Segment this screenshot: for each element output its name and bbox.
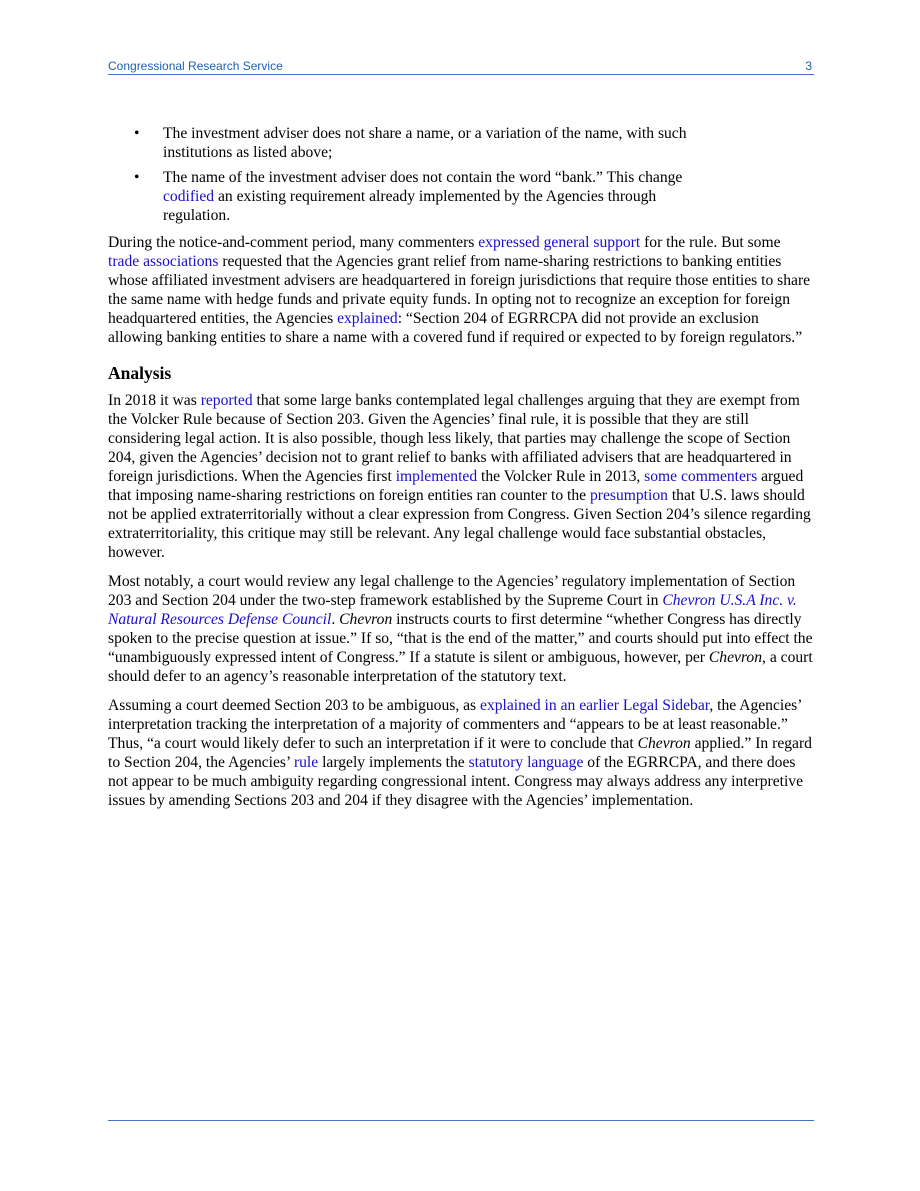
list-item	[108, 168, 814, 225]
header-org-name: Congressional Research Service	[108, 59, 283, 73]
text: During the notice-and-comment period, many commenters	[108, 234, 479, 251]
text: , the Agencies’ interpretation tracking the interpretation of a majority of commenters and “appears to be at least reasonable.” Thus, “a court would likely defer to such an interpretation if it were to conclude that	[108, 697, 802, 752]
page-header	[108, 58, 814, 75]
text: that U.S. laws should not be applied extraterritorially without a clear expression from Congress. Given Section 204’s silence regarding extraterritoriality, this critique may still be relevant. Any legal challenge would face substantial obstacles, however.	[108, 487, 811, 561]
link-trade-associations[interactable]: trade associations	[108, 253, 219, 270]
link-expressed-general-support[interactable]: expressed general support	[478, 234, 641, 251]
bullet-icon: •	[134, 125, 140, 142]
bullet-icon: •	[134, 169, 140, 186]
bullet-list	[108, 124, 814, 225]
text: requested that the Agencies grant relief from name-sharing restrictions to banking entities whose affiliated investment advisers are headquartered in foreign jurisdictions that require those entities to share the same name with hedge funds and private equity funds. In opting not to recognize an exception for foreign headquartered entities, the Agencies	[108, 253, 811, 327]
page-number: 3	[805, 59, 812, 73]
text: : “Section 204 of EGRRCPA did not provide an exclusion allowing banking entities to share a name with a covered fund if required or expected to by foreign regulators.”	[108, 310, 803, 346]
text: Chevron	[637, 735, 691, 752]
paragraph-section-203-204	[108, 696, 814, 810]
text: instructs courts to first determine “whether Congress has directly spoken to the precise question at issue.” If so, “that is the end of the matter,” and courts should put into effect the “unambiguously expressed intent of Congress.” If a statute is silent or ambiguous, however, per	[108, 611, 813, 666]
text: Chevron	[708, 649, 763, 666]
text: of the EGRRCPA, and there does not appear to be much ambiguity regarding congressional intent. Congress may always address any interpretive issues by amending Sections 203 and 204 if they disagree with the Agencies’ implementation.	[108, 754, 804, 809]
text: Chevron U.S.A Inc. v. Natural Resources Defense Council	[108, 592, 797, 628]
link-reported[interactable]: reported	[200, 392, 253, 409]
paragraph-legal-challenges	[108, 391, 814, 562]
text: Most notably, a court would review any legal challenge to the Agencies’ regulatory implementation of Section 203 and Section 204 under the two-step framework established by the Supreme Court in	[108, 573, 796, 609]
text: In 2018 it was	[108, 392, 201, 409]
bullet-text: an existing requirement already implemented by the Agencies through regulation.	[163, 188, 657, 224]
link-earlier-legal-sidebar[interactable]: explained in an earlier Legal Sidebar	[480, 697, 710, 714]
text: , a court should defer to an agency’s reasonable interpretation of the statutory text.	[108, 649, 813, 685]
section-heading-analysis: Analysis	[108, 363, 172, 383]
link-rule[interactable]: rule	[293, 754, 319, 771]
link-some-commenters[interactable]: some commenters	[644, 468, 758, 485]
link-codified[interactable]: codified	[163, 188, 215, 205]
paragraph-notice-comment	[108, 233, 814, 347]
text: Chevron	[339, 611, 393, 628]
list-item	[108, 124, 814, 162]
link-presumption[interactable]: presumption	[589, 487, 668, 504]
footer-divider	[108, 1120, 814, 1121]
document-body	[108, 124, 814, 820]
link-statutory-language[interactable]: statutory language	[468, 754, 584, 771]
link-explained[interactable]: explained	[337, 310, 398, 327]
bullet-text: The investment adviser does not share a name, or a variation of the name, with such institutions as listed above;	[163, 125, 687, 161]
text: applied.” In regard to Section 204, the Agencies’	[108, 735, 812, 771]
text: Assuming a court deemed Section 203 to be ambiguous, as	[108, 697, 481, 714]
text: that some large banks contemplated legal challenges arguing that they are exempt from the Volcker Rule because of Section 203. Given the Agencies’ final rule, it is possible that they are still considering legal action. It is also possible, though less likely, that parties may challenge the scope of Section 204, given the Agencies’ decision not to grant relief to banks with affiliated advisers that are headquartered in foreign jurisdictions. When the Agencies first	[108, 392, 800, 485]
text: argued that imposing name-sharing restrictions on foreign entities ran counter to the	[108, 468, 804, 504]
link-implemented[interactable]: implemented	[395, 468, 478, 485]
text: .	[331, 611, 340, 628]
bullet-text: The name of the investment adviser does not contain the word “bank.” This change	[163, 169, 683, 186]
text: for the rule. But some	[640, 234, 781, 251]
text: largely implements the	[318, 754, 469, 771]
paragraph-chevron	[108, 572, 814, 686]
text: the Volcker Rule in 2013,	[477, 468, 645, 485]
